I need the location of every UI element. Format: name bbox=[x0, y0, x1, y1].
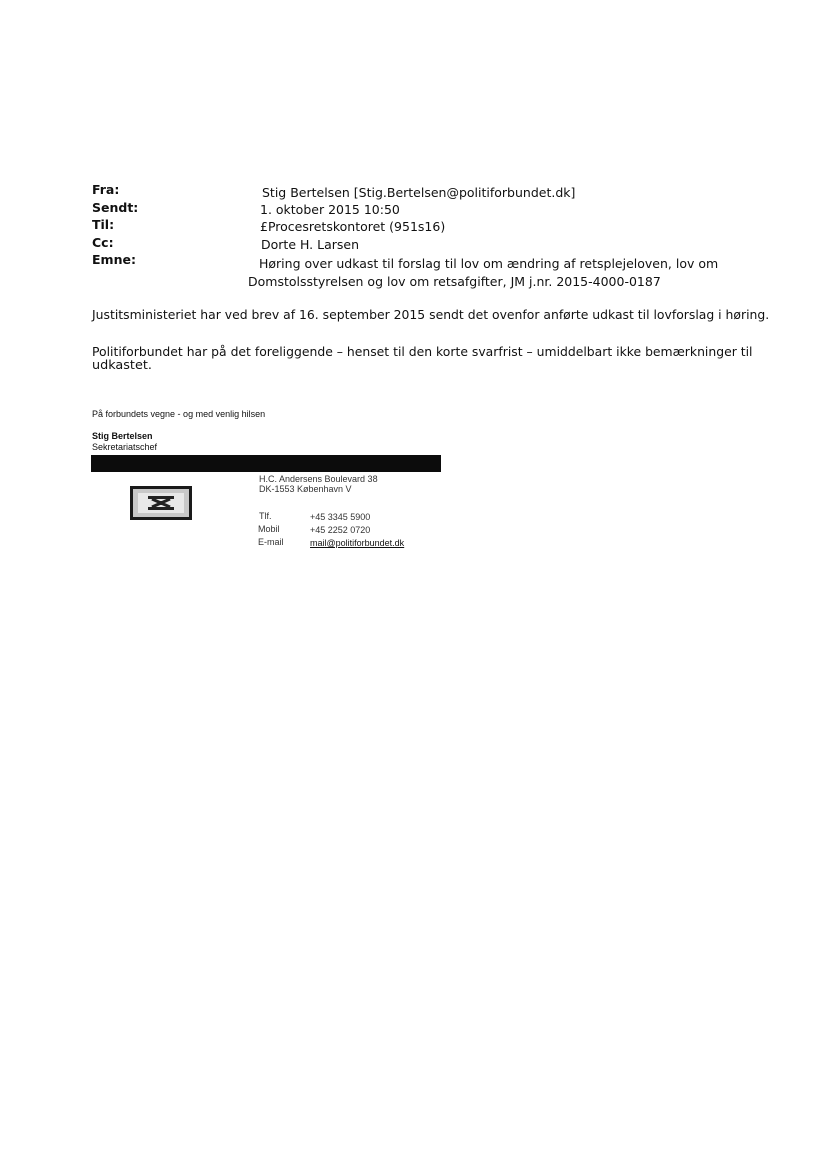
address-line-2: DK-1553 København V bbox=[259, 484, 352, 494]
signer-title: Sekretariatschef bbox=[92, 442, 158, 452]
mobile-value: +45 2252 0720 bbox=[310, 525, 371, 535]
to-value: £Procesretskontoret (951s16) bbox=[260, 219, 446, 234]
logo-inner bbox=[138, 493, 184, 513]
sent-value: 1. oktober 2015 10:50 bbox=[260, 202, 400, 217]
cc-label: Cc: bbox=[92, 235, 114, 250]
email-label: E-mail bbox=[258, 537, 284, 547]
subject-line-1: Høring over udkast til forslag til lov om ændring af retsplejeloven, lov om bbox=[259, 256, 719, 271]
address-line-1: H.C. Andersens Boulevard 38 bbox=[259, 474, 378, 484]
to-label: Til: bbox=[92, 217, 115, 232]
sent-label: Sendt: bbox=[92, 200, 139, 215]
cc-value: Dorte H. Larsen bbox=[261, 237, 359, 252]
phone-value: +45 3345 5900 bbox=[310, 512, 371, 522]
signer-name: Stig Bertelsen bbox=[92, 431, 153, 441]
mobile-label: Mobil bbox=[258, 524, 280, 534]
body-paragraph-1: Justitsministeriet har ved brev af 16. september 2015 sendt det ovenfor anførte udkast til lovforslag i høring. bbox=[92, 307, 770, 322]
signature-bar bbox=[91, 455, 441, 472]
from-value: Stig Bertelsen [Stig.Bertelsen@politiforbundet.dk] bbox=[262, 185, 576, 200]
body-paragraph-2-line-1: Politiforbundet har på det foreliggende – henset til den korte svarfrist – umiddelbart ikke bemærkninger til bbox=[92, 344, 753, 359]
subject-label: Emne: bbox=[92, 252, 136, 267]
logo-emblem-icon bbox=[138, 493, 184, 513]
subject-line-2: Domstolsstyrelsen og lov om retsafgifter, JM j.nr. 2015-4000-0187 bbox=[248, 274, 661, 289]
politiforbundet-logo-icon bbox=[130, 486, 192, 520]
email-link[interactable]: mail@politiforbundet.dk bbox=[310, 538, 405, 548]
closing-line: På forbundets vegne - og med venlig hilsen bbox=[92, 409, 266, 419]
from-label: Fra: bbox=[92, 182, 120, 197]
body-paragraph-2-line-2: udkastet. bbox=[92, 358, 152, 373]
phone-label: Tlf. bbox=[259, 511, 272, 521]
